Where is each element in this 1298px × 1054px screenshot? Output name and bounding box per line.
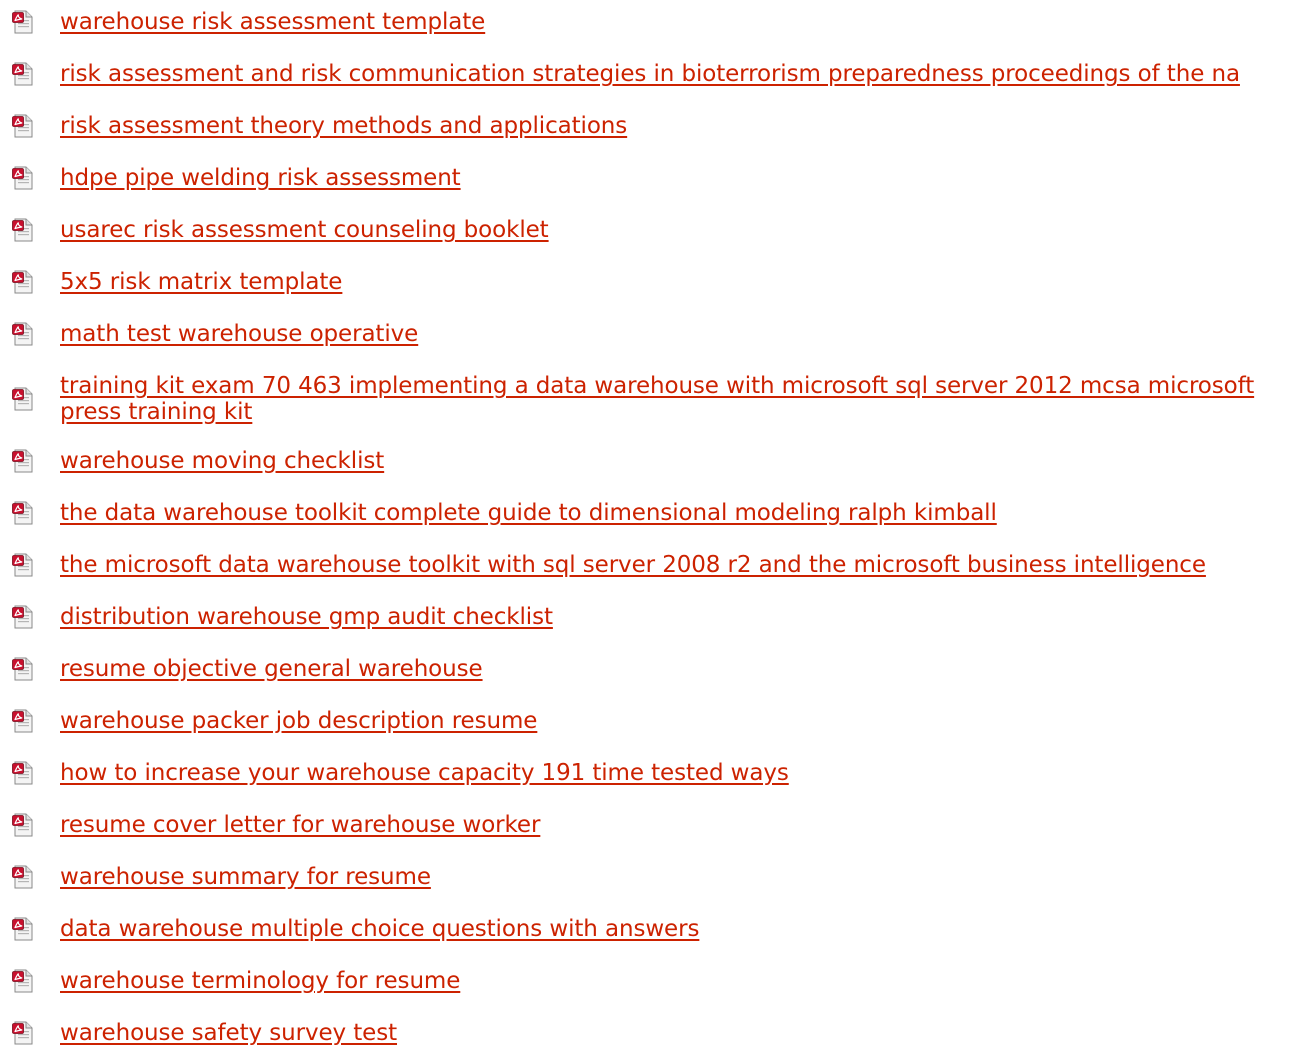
pdf-file-icon[interactable]	[8, 214, 38, 246]
pdf-file-icon[interactable]	[8, 1017, 38, 1049]
list-item	[0, 705, 1298, 737]
document-link[interactable]: warehouse safety survey test	[60, 1020, 398, 1046]
list-item	[0, 861, 1298, 893]
document-link[interactable]: warehouse moving checklist	[60, 448, 385, 474]
pdf-file-icon[interactable]	[8, 497, 38, 529]
document-link[interactable]: data warehouse multiple choice questions with answers	[60, 916, 700, 942]
list-item	[0, 965, 1298, 997]
document-link[interactable]: distribution warehouse gmp audit checklist	[60, 604, 553, 630]
document-link[interactable]: the data warehouse toolkit complete guide to dimensional modeling ralph kimball	[60, 500, 997, 526]
list-item	[0, 266, 1298, 298]
pdf-file-icon[interactable]	[8, 6, 38, 38]
pdf-file-icon[interactable]	[8, 809, 38, 841]
pdf-file-icon[interactable]	[8, 318, 38, 350]
pdf-file-icon[interactable]	[8, 601, 38, 633]
document-link[interactable]: risk assessment theory methods and applications	[60, 113, 628, 139]
document-link[interactable]: training kit exam 70 463 implementing a data warehouse with microsoft sql server 2012 mcsa microsoft press training kit	[60, 373, 1255, 425]
document-link[interactable]: resume cover letter for warehouse worker	[60, 812, 541, 838]
document-link[interactable]: warehouse risk assessment template	[60, 9, 486, 35]
document-link[interactable]: hdpe pipe welding risk assessment	[60, 165, 461, 191]
pdf-file-icon[interactable]	[8, 705, 38, 737]
document-link[interactable]: usarec risk assessment counseling booklet	[60, 217, 549, 243]
list-item	[0, 6, 1298, 38]
list-item	[0, 653, 1298, 685]
list-item	[0, 162, 1298, 194]
list-item	[0, 497, 1298, 529]
document-link-list	[0, 6, 1298, 1049]
list-item	[0, 809, 1298, 841]
pdf-file-icon[interactable]	[8, 383, 38, 415]
pdf-file-icon[interactable]	[8, 549, 38, 581]
document-link[interactable]: resume objective general warehouse	[60, 656, 483, 682]
list-item	[0, 549, 1298, 581]
document-link[interactable]: math test warehouse operative	[60, 321, 419, 347]
list-item	[0, 913, 1298, 945]
pdf-file-icon[interactable]	[8, 861, 38, 893]
pdf-file-icon[interactable]	[8, 913, 38, 945]
list-item	[0, 757, 1298, 789]
pdf-file-icon[interactable]	[8, 757, 38, 789]
pdf-file-icon[interactable]	[8, 266, 38, 298]
list-item	[0, 214, 1298, 246]
list-item	[0, 58, 1298, 90]
pdf-file-icon[interactable]	[8, 653, 38, 685]
document-link[interactable]: warehouse packer job description resume	[60, 708, 538, 734]
pdf-file-icon[interactable]	[8, 162, 38, 194]
document-link[interactable]: the microsoft data warehouse toolkit with sql server 2008 r2 and the microsoft business intelligence	[60, 552, 1206, 578]
pdf-file-icon[interactable]	[8, 965, 38, 997]
pdf-file-icon[interactable]	[8, 110, 38, 142]
pdf-file-icon[interactable]	[8, 445, 38, 477]
list-item	[0, 110, 1298, 142]
list-item	[0, 370, 1298, 428]
document-link[interactable]: warehouse summary for resume	[60, 864, 431, 890]
document-link[interactable]: warehouse terminology for resume	[60, 968, 461, 994]
document-link[interactable]: how to increase your warehouse capacity 191 time tested ways	[60, 760, 789, 786]
list-item	[0, 445, 1298, 477]
list-item	[0, 318, 1298, 350]
list-item	[0, 601, 1298, 633]
list-item	[0, 1017, 1298, 1049]
pdf-file-icon[interactable]	[8, 58, 38, 90]
document-link[interactable]: 5x5 risk matrix template	[60, 269, 343, 295]
document-link[interactable]: risk assessment and risk communication strategies in bioterrorism preparedness proceedings of the na	[60, 61, 1240, 87]
